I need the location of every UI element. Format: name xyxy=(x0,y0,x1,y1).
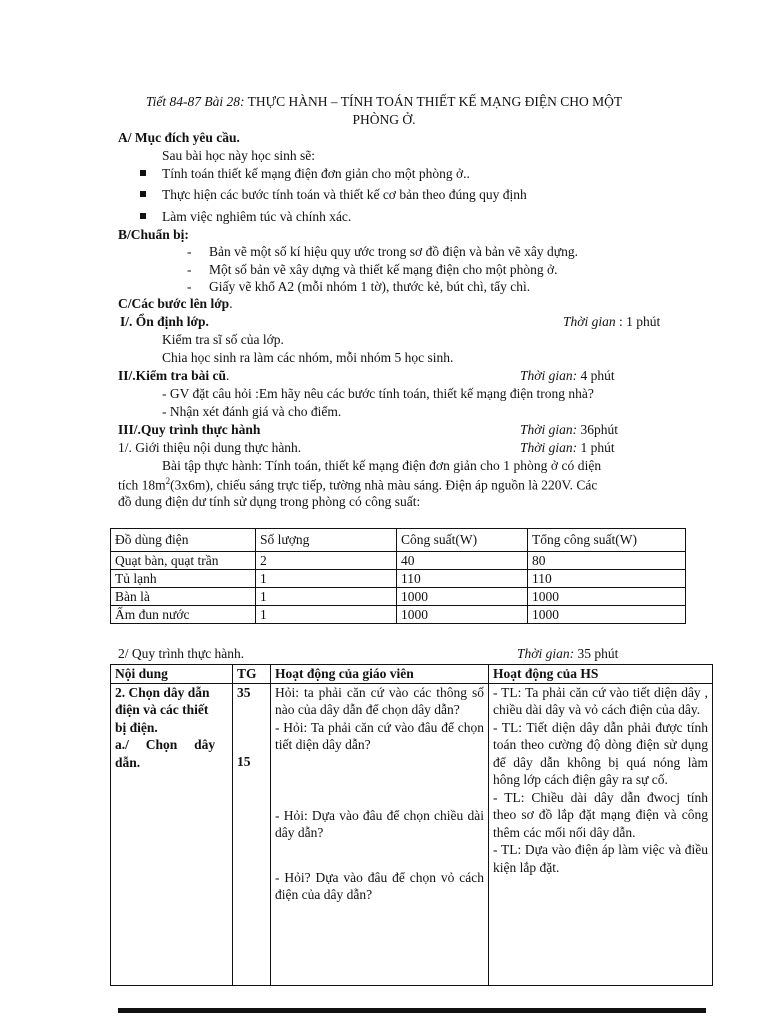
table-row xyxy=(111,552,686,570)
time-label: Thời gian: xyxy=(520,368,578,383)
time-label: Thời gian: xyxy=(520,422,578,437)
step-2-label: 2/ Quy trình thực hành. xyxy=(118,646,245,661)
content-line: 2. Chọn dây dẫn xyxy=(115,684,210,700)
section-b-list xyxy=(209,243,578,296)
table-row xyxy=(111,588,686,606)
table-row xyxy=(111,683,713,986)
table-header-cell: Hoạt động của HS xyxy=(489,665,713,684)
step-1-label: 1/. Giới thiệu nội dung thực hành. xyxy=(118,440,302,455)
content-line: bị điện. xyxy=(115,719,158,735)
section-a-heading: A/ Mục đích yêu cầu. xyxy=(118,130,240,145)
table-header-cell: TG xyxy=(233,665,271,684)
time-label: Thời gian: xyxy=(517,646,575,661)
part-2-time xyxy=(520,368,615,384)
table-header-row xyxy=(111,529,686,552)
table-cell: 1000 xyxy=(528,588,686,606)
table-header-cell: Hoạt động của giáo viên xyxy=(271,665,489,684)
time-value: 4 phút xyxy=(580,368,615,383)
section-a-intro: Sau bài học này học sinh sẽ: xyxy=(162,148,315,163)
exercise-line-2-rest: (3x6m), chiếu sáng trực tiếp, tường nhà màu sáng. Điện áp nguồn là 220V. Các xyxy=(170,477,598,493)
student-answer: - TL: Chiều dài dây dẫn đwocj tính theo sơ đồ lắp đặt mạng điện và công thêm các mối nối dây dẫn. xyxy=(493,789,708,840)
table-cell: 2 xyxy=(256,552,397,570)
table-header-cell: Tổng công suất(W) xyxy=(528,529,686,552)
table-cell: 110 xyxy=(528,570,686,588)
content-line: điện và các thiết xyxy=(115,702,209,717)
time-value: 36phút xyxy=(580,422,618,437)
table-cell: 1 xyxy=(256,588,397,606)
teacher-question: Hỏi: ta phải căn cứ vào các thông số nào của dây dẫn để chọn dây dẫn? xyxy=(275,684,484,717)
student-answer: - TL: Ta phải căn cứ vào tiết diện dây , chiều dài dây và vỏ cách điện của dây. xyxy=(493,684,708,717)
table-cell: 1000 xyxy=(397,588,528,606)
tg-cell xyxy=(233,683,271,986)
part-3-heading: III/.Quy trình thực hành xyxy=(118,422,261,437)
part-1-heading: I/. Ổn định lớp. xyxy=(120,314,209,329)
section-c-heading-tail: . xyxy=(229,296,233,311)
table-header-cell: Số lượng xyxy=(256,529,397,552)
content-cell xyxy=(111,683,233,986)
bullet-item: Thực hiện các bước tính toán và thiết kế cơ bản theo đúng quy định xyxy=(162,184,527,205)
table-row xyxy=(111,570,686,588)
part-1-line: Kiểm tra sĩ số của lớp. xyxy=(162,332,284,347)
table-cell: 80 xyxy=(528,552,686,570)
table-cell: 1000 xyxy=(528,606,686,624)
step-1-time xyxy=(520,440,615,456)
list-item: - Giấy vẽ khổ A2 (mỗi nhóm 1 tờ), thước kẻ, bút chì, tẩy chì. xyxy=(209,278,578,296)
section-a-bullets xyxy=(162,163,527,227)
exercise-line-2 xyxy=(118,476,597,494)
content-line: a./ Chọn dây xyxy=(115,737,216,752)
table-cell: Ấm đun nước xyxy=(111,606,256,624)
exercise-line-3: đồ dung điện dư tính sử dụng trong phòng có công suất: xyxy=(118,494,421,509)
list-item: - Một số bản vẽ xây dựng và thiết kế mạng điện cho một phòng ở. xyxy=(209,261,578,279)
document-title xyxy=(0,94,768,110)
time-value: 35 phút xyxy=(577,646,619,661)
table-row xyxy=(111,606,686,624)
title-line-1: THỰC HÀNH – TÍNH TOÁN THIẾT KẾ MẠNG ĐIỆN CHO MỘT xyxy=(247,94,623,109)
table-cell: Bàn là xyxy=(111,588,256,606)
process-table xyxy=(110,664,713,986)
section-b-heading: B/Chuẩn bị: xyxy=(118,227,189,242)
table-cell: 110 xyxy=(397,570,528,588)
section-c-heading xyxy=(118,296,233,312)
teacher-question: - Hỏi: Dựa vào đâu để chọn chiều dài dây dẫn? xyxy=(275,807,484,840)
step-2-time xyxy=(517,646,618,662)
table-cell: 1 xyxy=(256,570,397,588)
part-2-heading xyxy=(118,368,229,384)
table-header-row xyxy=(111,665,713,684)
lesson-prefix: Tiết 84-87 Bài 28: xyxy=(145,94,245,109)
title-line-2: PHÒNG Ở. xyxy=(352,112,416,127)
part-3-time xyxy=(520,422,618,438)
part-2-heading-tail: . xyxy=(226,368,230,383)
tg-value: 35 xyxy=(237,684,251,700)
time-value: 1 phút xyxy=(580,440,615,455)
table-cell: 1 xyxy=(256,606,397,624)
time-label: Thời gian xyxy=(563,314,616,329)
table-header-cell: Đồ dùng điện xyxy=(111,529,256,552)
teacher-cell xyxy=(271,683,489,986)
content-line: dẫn. xyxy=(115,754,141,770)
part-1-line: Chia học sinh ra làm các nhóm, mỗi nhóm 5 học sinh. xyxy=(162,350,454,365)
exercise-area-sup: 2 xyxy=(165,476,171,486)
equipment-table xyxy=(110,528,686,624)
student-answer: - TL: Tiết diện dây dẫn phải được tính toán theo cường độ dòng điện sử dụng để dây dẫn không bị quá nóng làm hông lớp cách điện gây ra sự cố. xyxy=(493,719,708,787)
time-label: Thời gian: xyxy=(520,440,578,455)
student-cell xyxy=(489,683,713,986)
part-2-line: - GV đặt câu hỏi :Em hãy nêu các bước tính toán, thiết kế mạng điện trong nhà? xyxy=(162,386,594,401)
time-value: : 1 phút xyxy=(618,314,661,329)
exercise-area: tích 18m xyxy=(118,477,166,493)
table-cell: 1000 xyxy=(397,606,528,624)
teacher-question: - Hỏi: Ta phải căn cứ vào đâu để chọn tiết diện dây dẫn? xyxy=(275,719,484,752)
list-item: - Bản vẽ một số kí hiệu quy ước trong sơ đồ điện và bản vẽ xây dựng. xyxy=(209,243,578,261)
table-cell: Quạt bàn, quạt trần xyxy=(111,552,256,570)
table-cell: 40 xyxy=(397,552,528,570)
teacher-question: - Hỏi? Dựa vào đâu để chọn vỏ cách điện của dây dẫn? xyxy=(275,869,484,902)
part-2-line: - Nhận xét đánh giá và cho điểm. xyxy=(162,404,342,419)
bullet-item: Làm việc nghiêm túc và chính xác. xyxy=(162,206,527,227)
student-answer: - TL: Dựa vào điện áp làm việc và điều kiện lắp đặt. xyxy=(493,842,708,875)
table-header-cell: Nội dung xyxy=(111,665,233,684)
part-2-heading-text: II/.Kiểm tra bài cũ xyxy=(118,368,226,383)
bullet-item: Tính toán thiết kế mạng điện đơn giản cho một phòng ở.. xyxy=(162,163,527,184)
tg-value: 15 xyxy=(237,754,251,769)
part-1-time xyxy=(563,314,660,330)
table-header-cell: Công suất(W) xyxy=(397,529,528,552)
section-c-heading-text: C/Các bước lên lớp xyxy=(118,296,230,311)
exercise-line-1: Bài tập thực hành: Tính toán, thiết kế mạng điện đơn giản cho 1 phòng ở có diện xyxy=(162,458,602,473)
table-cell: Tủ lạnh xyxy=(111,570,256,588)
page-bottom-rule xyxy=(118,1008,706,1013)
